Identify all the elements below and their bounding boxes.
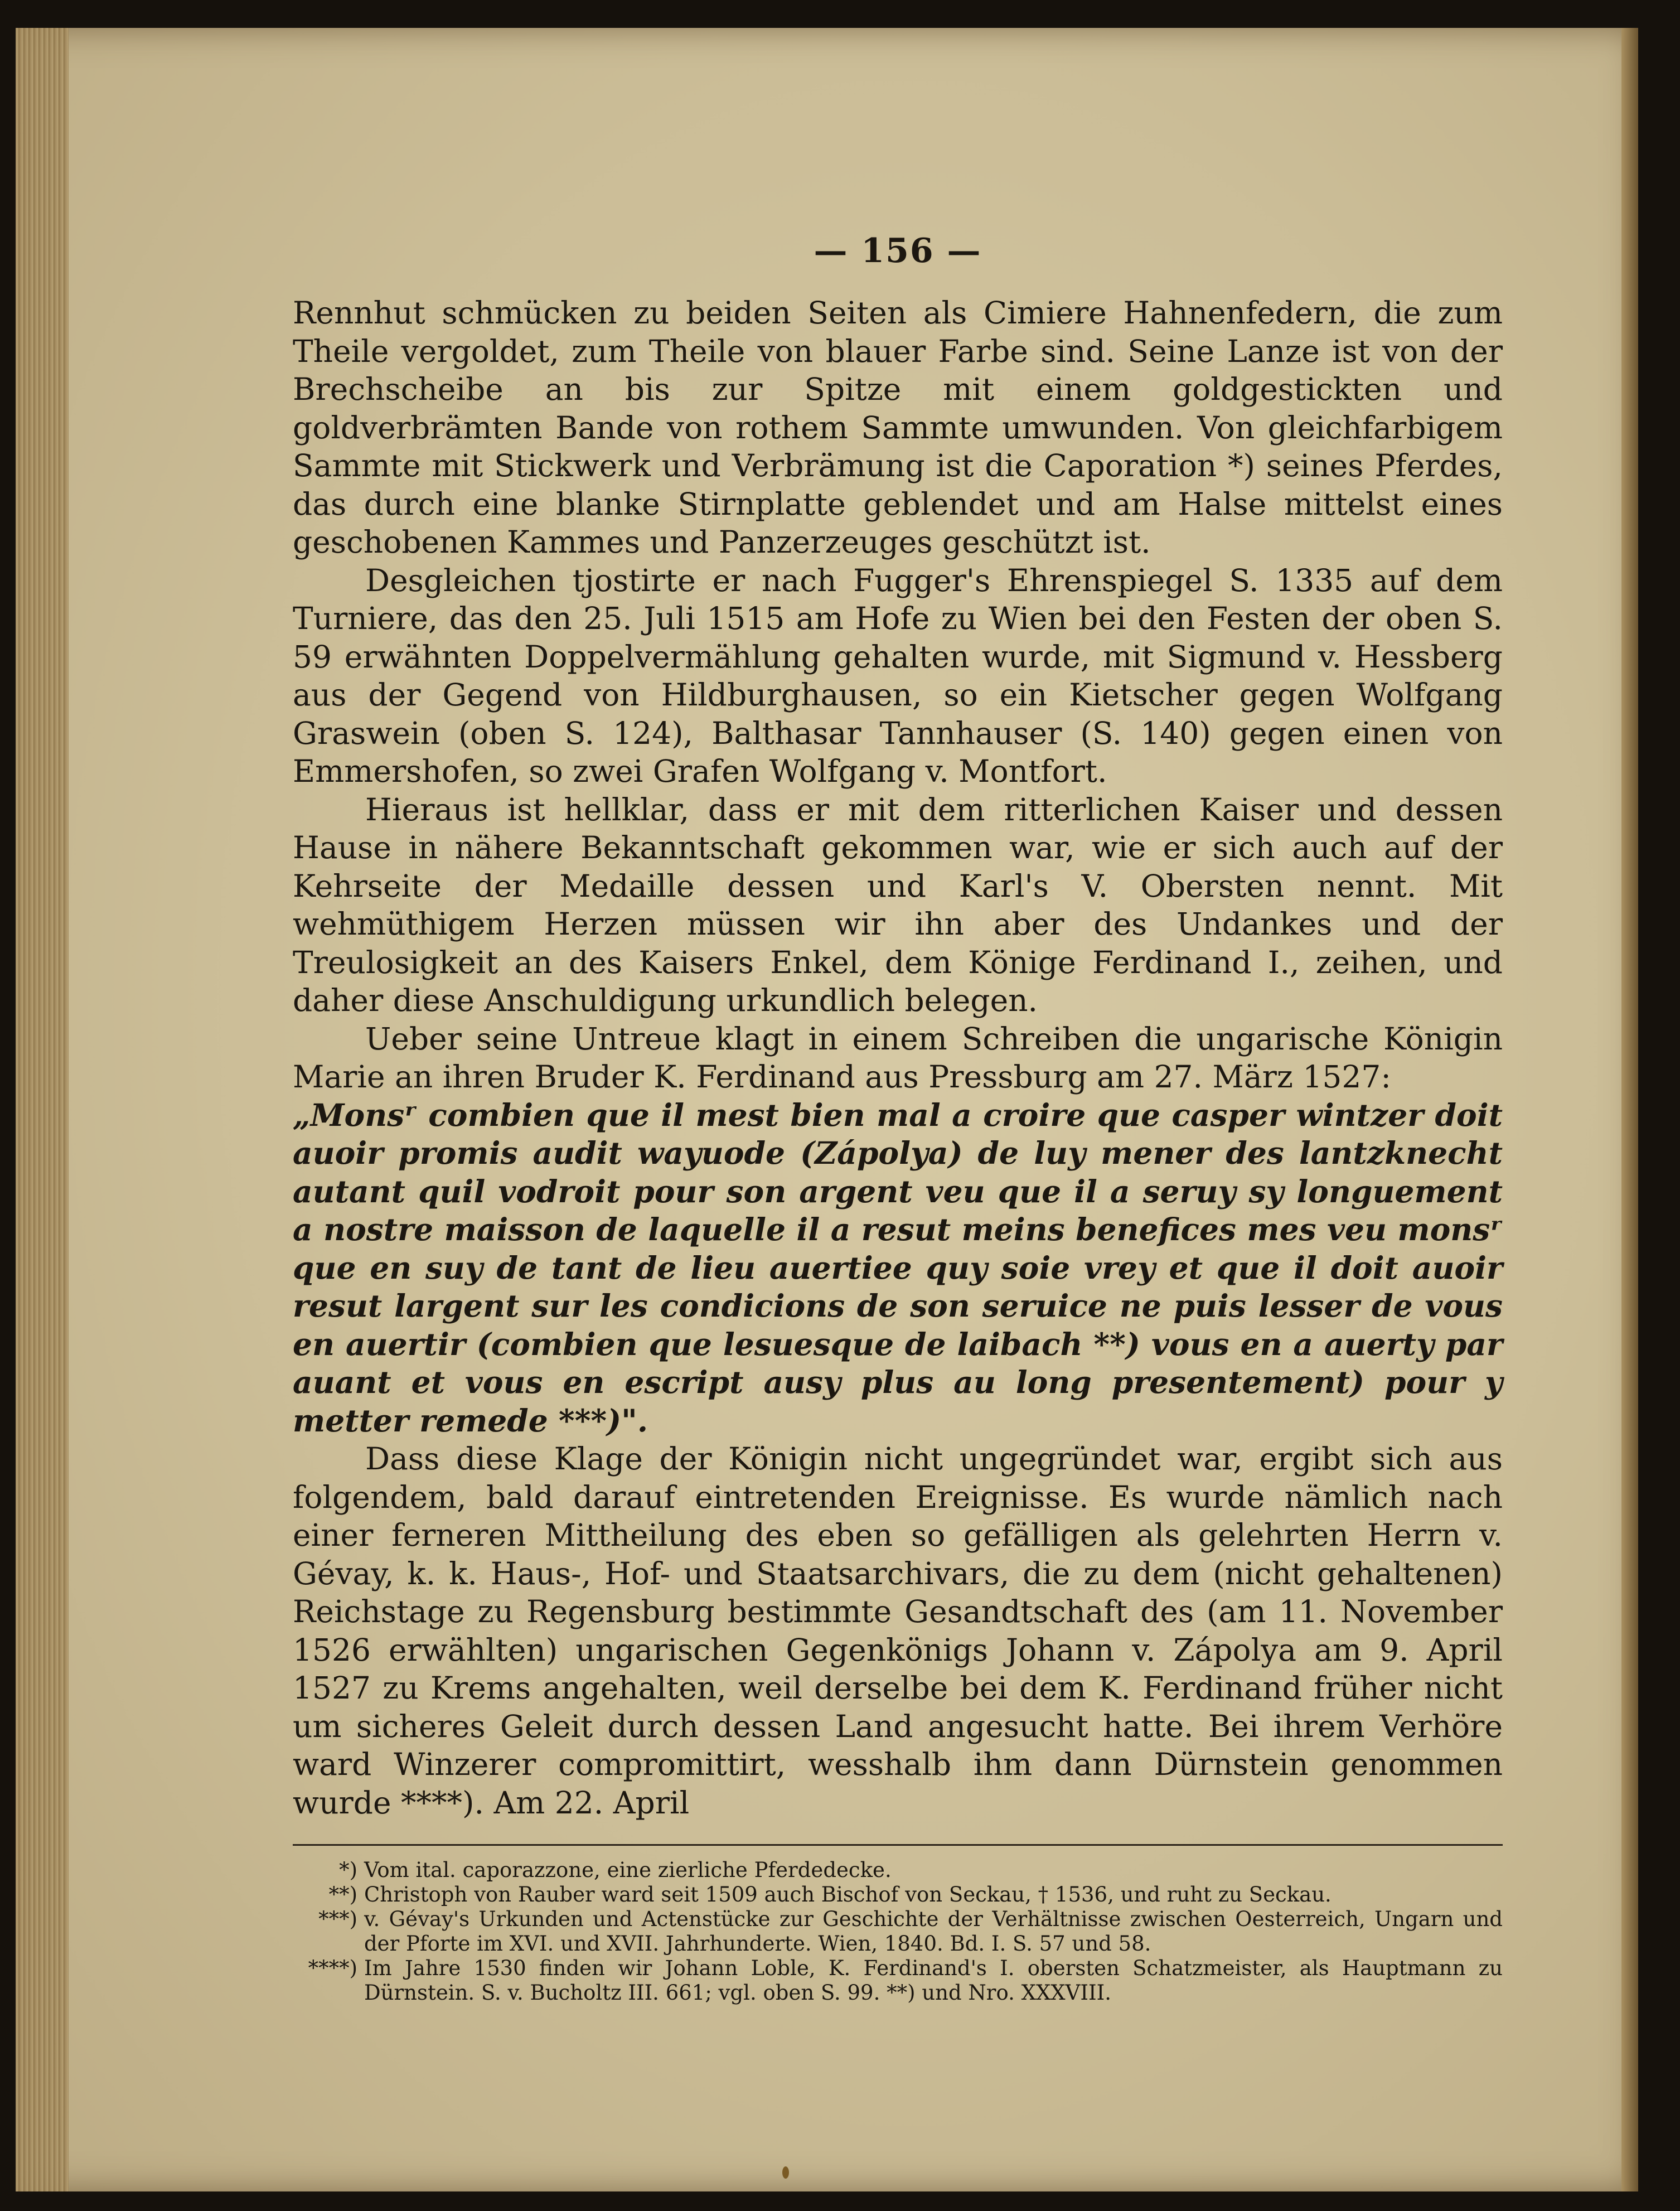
french-quote: „Monsʳ combien que il mest bien mal a croire que casper wintzer doit auoir promis audit wayuode (Zápolya) de luy mener des lantzknecht autant quil vodroit pour son argent veu que il a seruy sy longuement a nostre maisson de laquelle il a resut meins benefices mes veu monsʳ que en suy de tant de lieu auertiee quy soie vrey et que il doit auoir resut largent sur les condicions de son seruice ne puis lesser de vous en auertir (combien que lesuesque de laibach **) vous en a auerty par auant et vous en escript ausy plus au long presentement) pour y metter remede ***)". [293, 1096, 1503, 1439]
footnote-text: Christoph von Rauber ward seit 1509 auch Bischof von Seckau, † 1536, und ruht zu Seckau. [364, 1883, 1332, 1907]
footnote-text: Im Jahre 1530 finden wir Johann Loble, K. Ferdinand's I. obersten Schatzmeister, als Hauptmann zu Dürnstein. S. v. Bucholtz III. 661; vgl. oben S. 99. **) und Nro. XXXVIII. [364, 1956, 1503, 2005]
paragraph-1: Rennhut schmücken zu beiden Seiten als Cimiere Hahnenfedern, die zum Theile vergoldet, zum Theile von blauer Farbe sind. Seine Lanze ist von der Brechscheibe an bis zur Spitze mit einem goldgestickten und goldverbrämten Bande von rothem Sammte umwunden. Von gleichfarbigem Sammte mit Stickwerk und Verbrämung ist die Caporation *) seines Pferdes, das durch eine blanke Stirnplatte geblendet und am Halse mittelst eines geschobenen Kammes und Panzerzeuges geschützt ist. [293, 295, 1503, 560]
ink-stain [782, 2166, 789, 2179]
footnote-text: Vom ital. caporazzone, eine zierliche Pferdedecke. [364, 1858, 892, 1882]
footnote [293, 1956, 1503, 2005]
paragraph-4: Ueber seine Untreue klagt in einem Schreiben die ungarische Königin Marie an ihren Bruder K. Ferdinand aus Pressburg am 27. März 1527: [293, 1020, 1503, 1095]
paragraph-2: Desgleichen tjostirte er nach Fugger's Ehrenspiegel S. 1335 auf dem Turniere, das den 25. Juli 1515 am Hofe zu Wien bei den Festen der oben S. 59 erwähnten Doppelvermählung gehalten wurde, mit Sigmund v. Hessberg aus der Gegend von Hildburghausen, so ein Kietscher gegen Wolfgang Graswein (oben S. 124), Balthasar Tannhauser (S. 140) gegen einen von Emmershofen, so zwei Grafen Wolfgang v. Montfort. [293, 562, 1503, 789]
page-edge [1621, 28, 1638, 2191]
footnote-mark: ***) [318, 1907, 357, 1931]
page-number: — 156 — [814, 231, 982, 270]
paragraph-3: Hieraus ist hellklar, dass er mit dem ritterlichen Kaiser und dessen Hause in nähere Bekanntschaft gekommen war, wie er sich auch auf der Kehrseite der Medaille dessen und Karl's V. Obersten nennt. Mit wehmüthigem Herzen müssen wir ihn aber des Undankes und der Treulosigkeit an des Kaisers Enkel, dem Könige Ferdinand I., zeihen, und daher diese Anschuldigung urkundlich belegen. [293, 791, 1503, 1018]
paragraph-5: Dass diese Klage der Königin nicht ungegründet war, ergibt sich aus folgendem, bald darauf eintretenden Ereignisse. Es wurde nämlich nach einer ferneren Mittheilung des eben so gefälligen als gelehrten Herrn v. Gévay, k. k. Haus-, Hof- und Staatsarchivars, die zu dem (nicht gehaltenen) Reichstage zu Regensburg bestimmte Gesandtschaft des (am 11. November 1526 erwählten) ungarischen Gegenkönigs Johann v. Zápolya am 9. April 1527 zu Krems angehalten, weil derselbe bei dem K. Ferdinand früher nicht um sicheres Geleit durch dessen Land angesucht hatte. Bei ihrem Verhöre ward Winzerer compromittirt, wesshalb ihm dann Dürnstein genommen wurde ****). Am 22. April [293, 1441, 1503, 1821]
footnote-mark: *) [339, 1858, 357, 1882]
text-block [293, 231, 1503, 2005]
footnote [293, 1858, 1503, 1883]
page-gutter [16, 28, 69, 2191]
footnote-divider [293, 1844, 1503, 1846]
footnote-text: v. Gévay's Urkunden und Actenstücke zur Geschichte der Verhältnisse zwischen Oesterreich, Ungarn und der Pforte im XVI. und XVII. Jahrhunderte. Wien, 1840. Bd. I. S. 57 und 58. [364, 1907, 1503, 1956]
footnote [293, 1883, 1503, 1907]
footnote [293, 1907, 1503, 1956]
footnote-mark: **) [328, 1883, 357, 1907]
footnote-mark: ****) [308, 1956, 357, 1980]
